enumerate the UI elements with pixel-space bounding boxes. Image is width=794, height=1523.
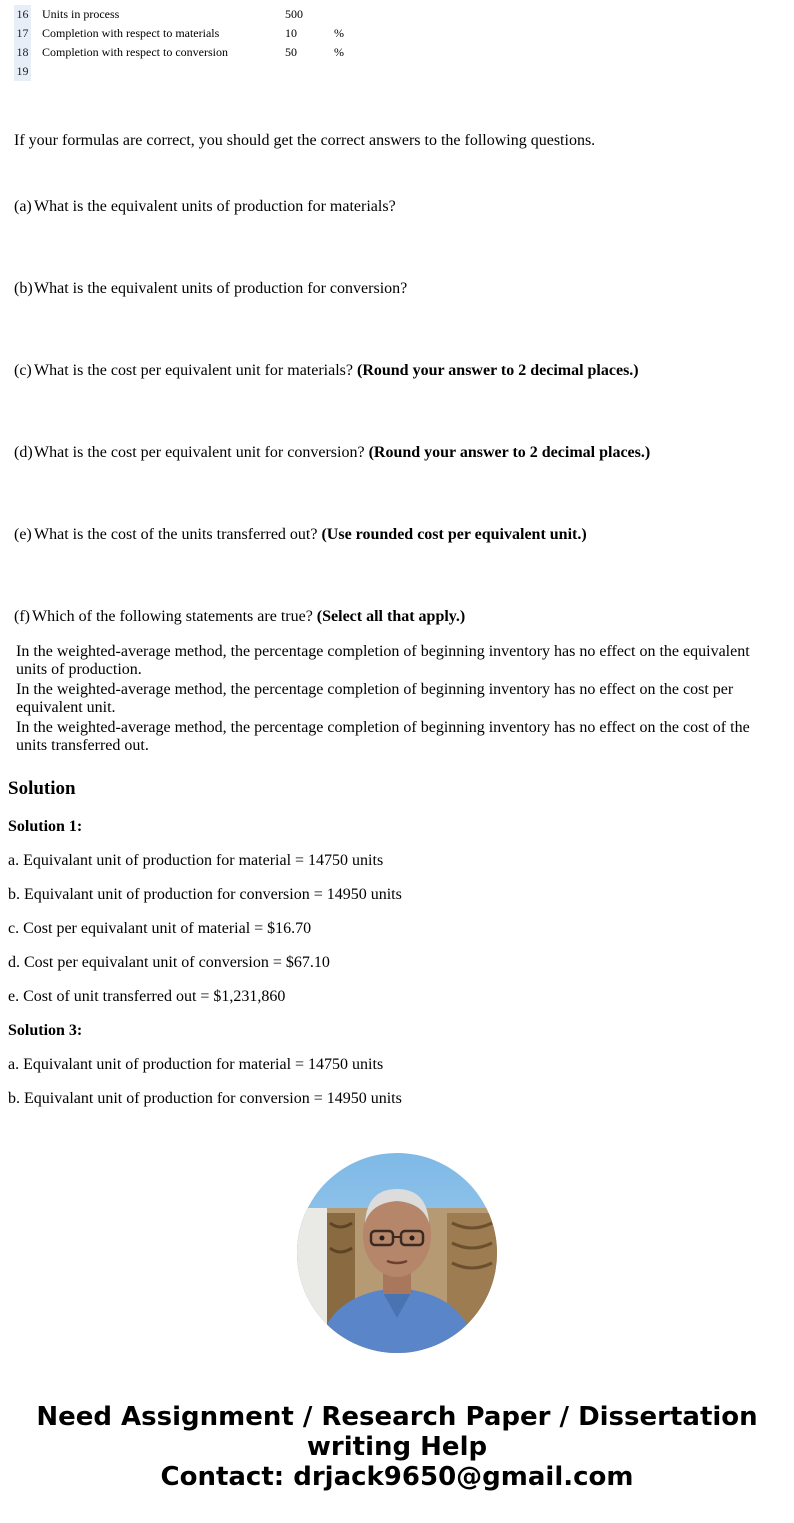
solution-line: e. Cost of unit transferred out = $1,231,860 xyxy=(8,988,286,1005)
solution-line: a. Equivalant unit of production for material = 14750 units xyxy=(8,1056,384,1073)
question-d xyxy=(14,443,650,463)
question-text: What is the equivalent units of production for materials? xyxy=(34,198,396,215)
row-number: 18 xyxy=(14,43,31,62)
option-item[interactable]: In the weighted-average method, the percentage completion of beginning inventory has no effect on the cost per equivalent unit. xyxy=(16,681,734,716)
question-note: (Round your answer to 2 decimal places.) xyxy=(357,362,639,379)
question-letter: (f) xyxy=(14,608,30,625)
solution-line: b. Equivalant unit of production for conversion = 14950 units xyxy=(8,886,402,903)
intro-text: If your formulas are correct, you should get the correct answers to the following questions. xyxy=(14,132,596,149)
solution-3-heading: Solution 3: xyxy=(8,1022,83,1039)
question-a xyxy=(14,197,396,217)
solution-line: c. Cost per equivalant unit of material = $16.70 xyxy=(8,920,312,937)
question-letter: (b) xyxy=(14,280,33,297)
question-letter: (e) xyxy=(14,526,32,543)
row-value: 50 xyxy=(285,45,297,59)
spreadsheet-rows xyxy=(14,5,414,81)
row-label: Completion with respect to conversion xyxy=(42,45,228,59)
spreadsheet-row xyxy=(14,5,414,24)
promo-line-1: Need Assignment / Research Paper / Dissertation xyxy=(36,1402,758,1432)
question-f xyxy=(14,607,465,627)
option-item[interactable]: In the weighted-average method, the percentage completion of beginning inventory has no effect on the equivalent units of production. xyxy=(16,643,750,678)
question-text: What is the cost per equivalent unit for materials? xyxy=(34,362,357,379)
question-note: (Use rounded cost per equivalent unit.) xyxy=(321,526,587,543)
solution-line: b. Equivalant unit of production for conversion = 14950 units xyxy=(8,1090,402,1107)
solution-line: a. Equivalant unit of production for material = 14750 units xyxy=(8,852,384,869)
solution-heading: Solution xyxy=(8,778,76,799)
row-label: Completion with respect to materials xyxy=(42,26,220,40)
row-value: 10 xyxy=(285,26,297,40)
promo-banner xyxy=(0,1402,794,1492)
question-c xyxy=(14,361,639,381)
question-e xyxy=(14,525,587,545)
spreadsheet-row xyxy=(14,24,414,43)
solution-line: d. Cost per equivalant unit of conversion = $67.10 xyxy=(8,954,330,971)
tutor-avatar xyxy=(297,1153,497,1353)
question-letter: (d) xyxy=(14,444,33,461)
option-item[interactable]: In the weighted-average method, the percentage completion of beginning inventory has no effect on the cost of the units transferred out. xyxy=(16,719,750,754)
spreadsheet-row xyxy=(14,62,414,81)
solution-1-heading: Solution 1: xyxy=(8,818,83,835)
question-text: What is the equivalent units of production for conversion? xyxy=(34,280,408,297)
avatar-portrait-image xyxy=(297,1153,497,1353)
row-number: 16 xyxy=(14,5,31,24)
row-number: 17 xyxy=(14,24,31,43)
promo-line-2: writing Help xyxy=(306,1432,488,1462)
question-text: Which of the following statements are true? xyxy=(32,608,317,625)
question-letter: (a) xyxy=(14,198,32,215)
question-text: What is the cost per equivalent unit for conversion? xyxy=(34,444,369,461)
row-value: 500 xyxy=(285,7,303,21)
row-unit: % xyxy=(334,45,344,59)
promo-contact[interactable]: Contact: drjack9650@gmail.com xyxy=(160,1462,634,1492)
spreadsheet-row xyxy=(14,43,414,62)
question-note: (Select all that apply.) xyxy=(316,608,466,625)
question-note: (Round your answer to 2 decimal places.) xyxy=(368,444,651,461)
row-unit: % xyxy=(334,26,344,40)
answer-options xyxy=(16,643,766,757)
row-number: 19 xyxy=(14,62,31,81)
row-label: Units in process xyxy=(42,7,120,21)
question-b xyxy=(14,279,407,299)
question-text: What is the cost of the units transferred out? xyxy=(34,526,322,543)
question-letter: (c) xyxy=(14,362,32,379)
